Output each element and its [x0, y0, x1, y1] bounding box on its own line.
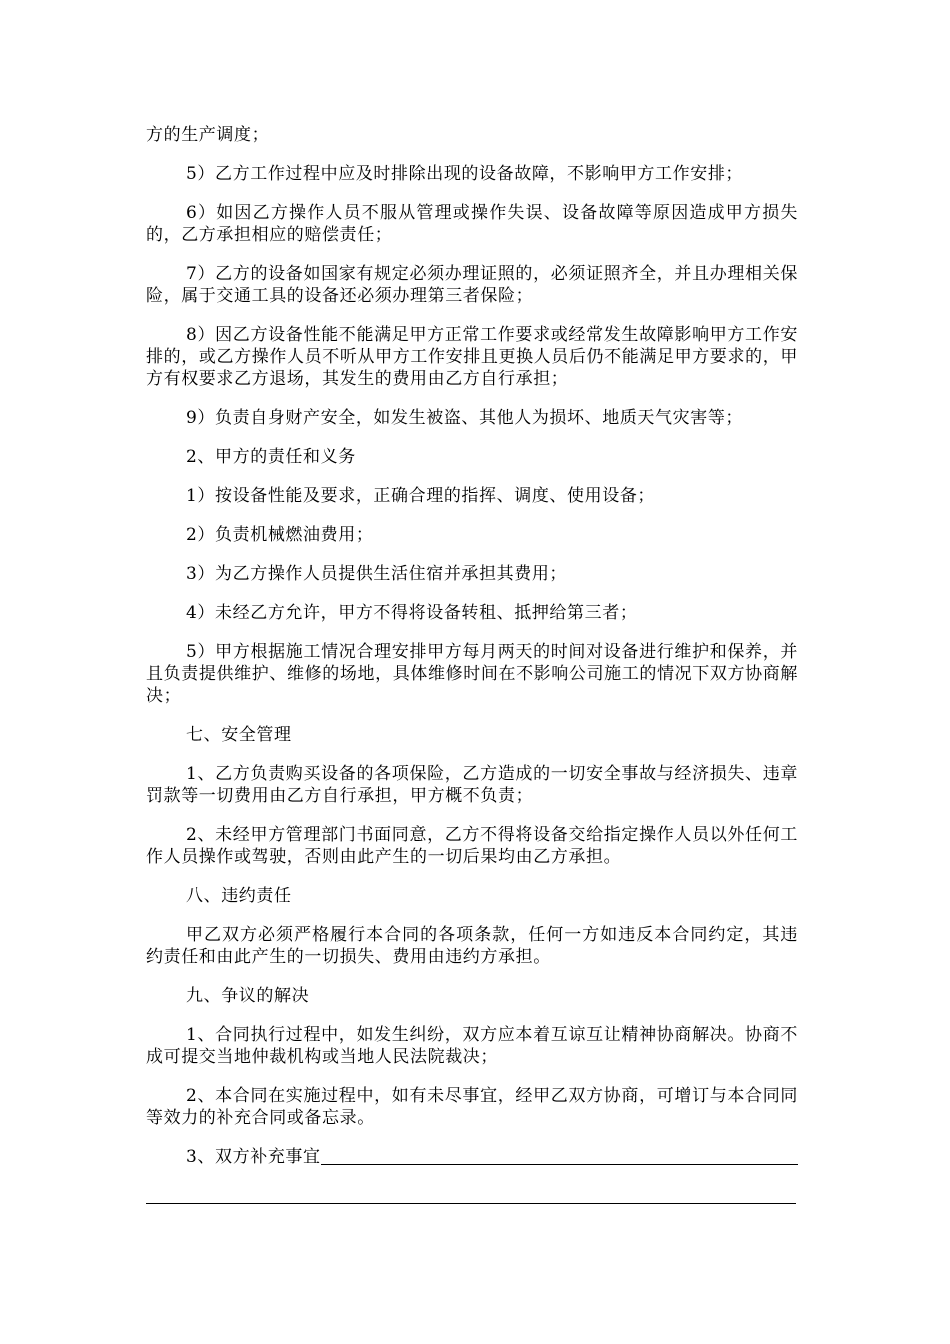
paragraph-10: 4）未经乙方允许，甲方不得将设备转租、抵押给第三者； [186, 603, 638, 623]
supplement-blank-1[interactable] [321, 1146, 798, 1165]
paragraph-0: 方的生产调度； [146, 125, 270, 145]
paragraph-3: 7）乙方的设备如国家有规定必须办理证照的，必须证照齐全，并且办理相关保险，属于交通工具的设备还必须办理第三者保险； [146, 264, 798, 306]
paragraph-7: 1）按设备性能及要求，正确合理的指挥、调度、使用设备； [186, 486, 656, 506]
paragraph-2: 6）如因乙方操作人员不服从管理或操作失误、设备故障等原因造成甲方损失的，乙方承担相应的赔偿责任； [146, 203, 798, 245]
section-heading-safety: 七、安全管理 [186, 725, 292, 745]
paragraph-4: 8）因乙方设备性能不能满足甲方正常工作要求或经常发生故障影响甲方工作安排的，或乙方操作人员不听从甲方工作安排且更换人员后仍不能满足甲方要求的，甲方有权要求乙方退场，其发生的费用由乙方自行承担； [146, 325, 798, 389]
paragraph-1: 5）乙方工作过程中应及时排除出现的设备故障，不影响甲方工作安排； [186, 164, 744, 184]
paragraph-16: 甲乙双方必须严格履行本合同的各项条款，任何一方如违反本合同约定，其违约责任和由此产生的一切损失、费用由违约方承担。 [146, 925, 798, 967]
document-page [146, 124, 798, 1204]
paragraph-5: 9）负责自身财产安全，如发生被盗、其他人为损坏、地质天气灾害等； [186, 408, 744, 428]
paragraph-9: 3）为乙方操作人员提供生活住宿并承担其费用； [186, 564, 568, 584]
paragraph-13: 1、乙方负责购买设备的各项保险，乙方造成的一切安全事故与经济损失、违章罚款等一切费用由乙方自行承担，甲方概不负责； [146, 764, 798, 806]
paragraph-19: 2、本合同在实施过程中，如有未尽事宜，经甲乙双方协商，可增订与本合同同等效力的补充合同或备忘录。 [146, 1086, 798, 1128]
paragraph-8: 2）负责机械燃油费用； [186, 525, 374, 545]
paragraph-11: 5）甲方根据施工情况合理安排甲方每月两天的时间对设备进行维护和保养，并且负责提供维护、维修的场地，具体维修时间在不影响公司施工的情况下双方协商解决； [146, 642, 798, 706]
supplement-label: 3、双方补充事宜 [186, 1147, 321, 1167]
section-heading-party-a-duties: 2、甲方的责任和义务 [186, 447, 356, 467]
supplement-blank-2[interactable] [146, 1185, 796, 1204]
section-heading-disputes: 九、争议的解决 [186, 986, 310, 1006]
paragraph-18: 1、合同执行过程中，如发生纠纷，双方应本着互谅互让精神协商解决。协商不成可提交当地仲裁机构或当地人民法院裁决； [146, 1025, 798, 1067]
section-heading-breach: 八、违约责任 [186, 886, 292, 906]
supplement-line [146, 1146, 798, 1168]
paragraph-14: 2、未经甲方管理部门书面同意，乙方不得将设备交给指定操作人员以外任何工作人员操作或驾驶，否则由此产生的一切后果均由乙方承担。 [146, 825, 798, 867]
